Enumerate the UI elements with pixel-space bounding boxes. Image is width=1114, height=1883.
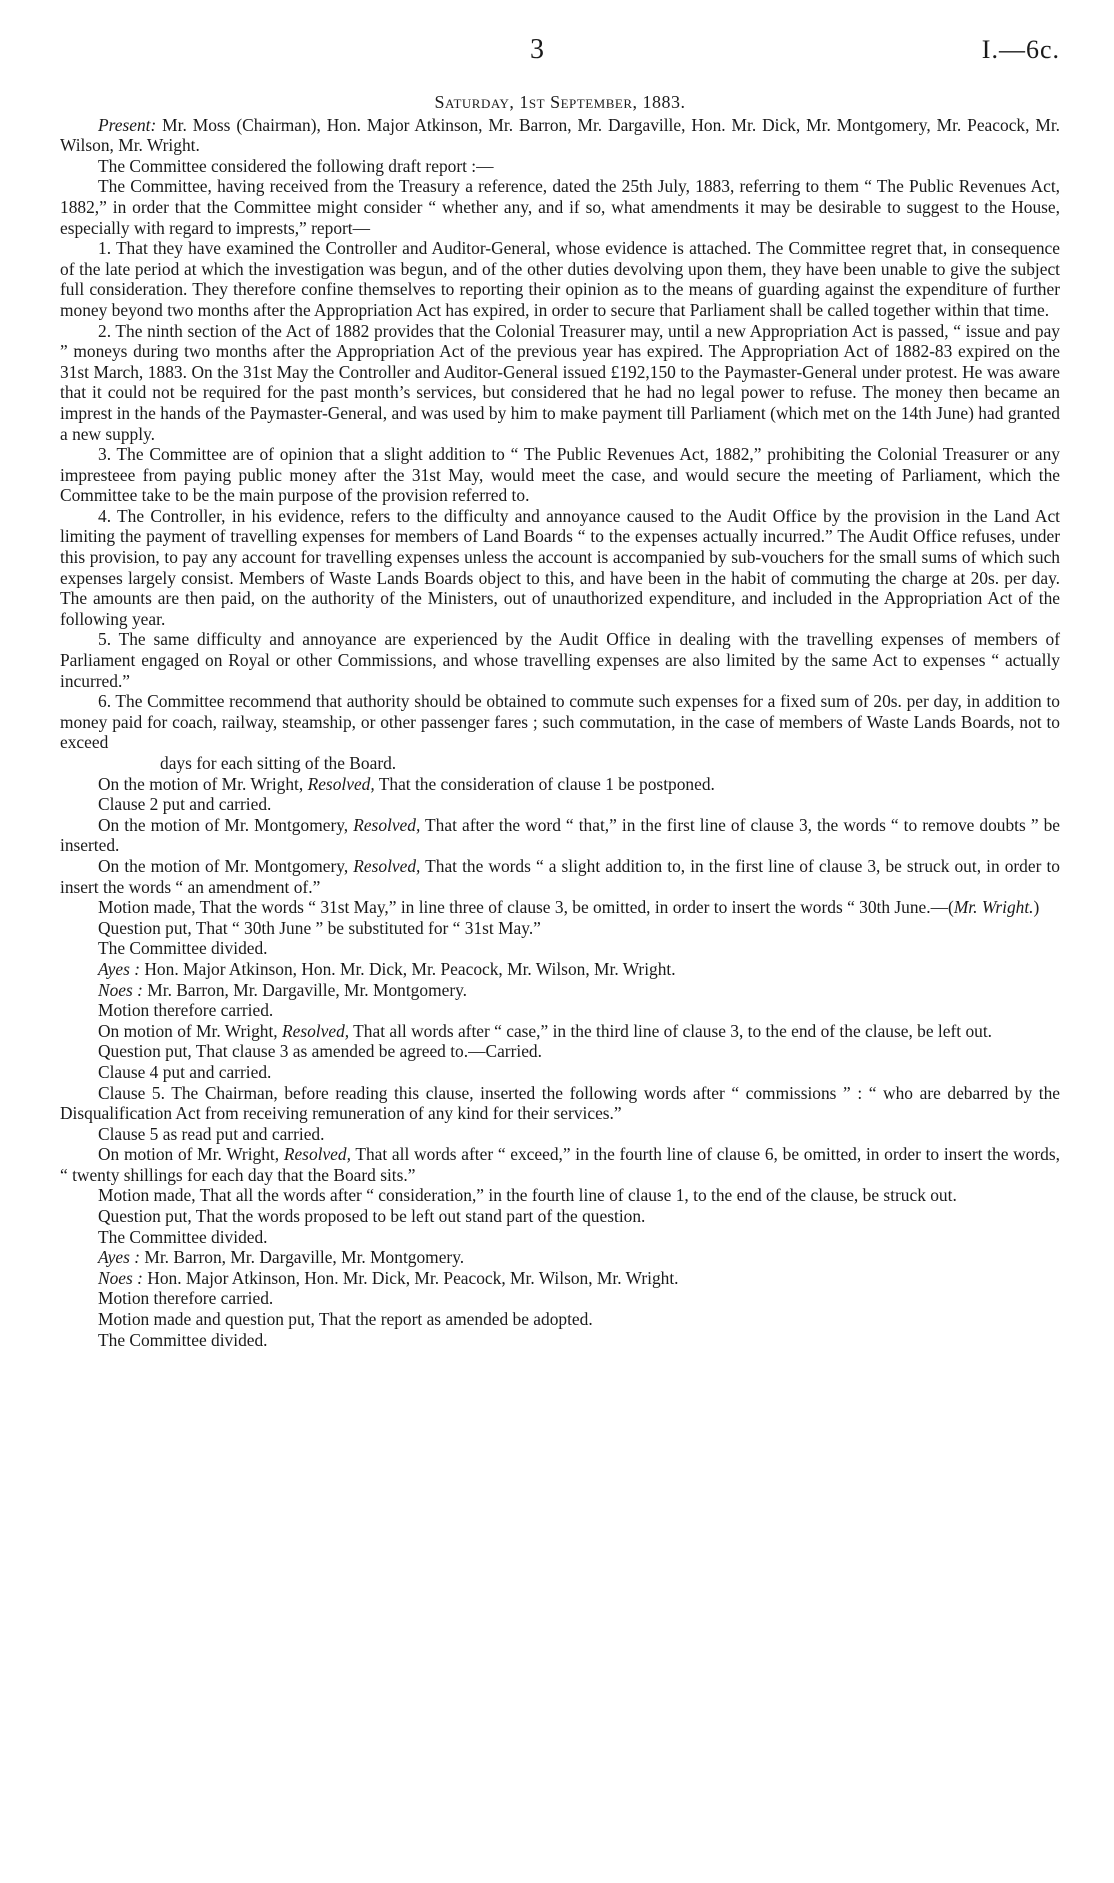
paragraph-m17: [60, 1185, 1060, 1206]
paragraph-m20: [60, 1247, 1060, 1268]
paragraph-m15: [60, 1124, 1060, 1145]
paragraph-text: Clause 4 put and carried.: [98, 1061, 272, 1082]
paragraph-m9: [60, 980, 1060, 1001]
paragraph-p-considered: [60, 156, 1060, 177]
paragraph-text: Motion therefore carried.: [98, 1000, 274, 1021]
paragraph-label: Noes :: [98, 979, 143, 1000]
paragraph-text: Hon. Major Atkinson, Hon. Mr. Dick, Mr. Peacock, Mr. Wilson, Mr. Wright.: [142, 1267, 679, 1288]
paragraph-text: Mr. Barron, Mr. Dargaville, Mr. Montgomery.: [142, 979, 468, 1000]
paragraph-clause-4: [60, 506, 1060, 630]
paragraph-emphasis: Resolved,: [353, 814, 421, 835]
paragraph-emphasis: Mr. Wright.: [953, 897, 1034, 918]
paragraph-m23: [60, 1309, 1060, 1330]
paragraph-text: Mr. Barron, Mr. Dargaville, Mr. Montgomery.: [140, 1247, 465, 1268]
paragraph-text: Motion therefore carried.: [98, 1288, 274, 1309]
paragraph-clause-2: [60, 321, 1060, 445]
paragraph-text: Clause 5. The Chairman, before reading this clause, inserted the following words after “ commissions ” : “ who are debarred by the Disqualification Act from receiving remuneration of any kind for their services.”: [60, 1082, 1060, 1124]
paragraph-clause-1: [60, 238, 1060, 320]
paragraph-text: Hon. Major Atkinson, Hon. Mr. Dick, Mr. Peacock, Mr. Wilson, Mr. Wright.: [140, 958, 676, 979]
paragraph-clause-6-end: [60, 753, 1060, 774]
paragraph-text: Clause 2 put and carried.: [98, 794, 272, 815]
paragraph-text: The Committee divided.: [98, 1329, 268, 1350]
paragraph-text: 6. The Committee recommend that authority should be obtained to commute such expenses for a fixed sum of 20s. per day, in addition to money paid for coach, railway, steamship, or other passenger fares ; such commutation, in the case of members of Waste Lands Boards, not to exceed: [60, 691, 1060, 753]
paragraph-text: Question put, That the words proposed to be left out stand part of the question.: [98, 1206, 646, 1227]
page-reference: I.—6c.: [981, 35, 1060, 64]
paragraph-text: On the motion of Mr. Montgomery,: [98, 855, 354, 876]
minutes-body: [60, 115, 1060, 1351]
paragraph-m11: [60, 1021, 1060, 1042]
paragraph-text: On motion of Mr. Wright,: [98, 1144, 284, 1165]
paragraph-m3: [60, 815, 1060, 856]
paragraph-text: 5. The same difficulty and annoyance are experienced by the Audit Office in dealing with the travelling expenses of members of Parliament engaged on Royal or other Commissions, and whose travelling expenses are also limited by the same Act to expenses “ actually incurred.”: [60, 629, 1060, 691]
paragraph-text: That the consideration of clause 1 be postponed.: [374, 773, 715, 794]
paragraph-text: That all words after “ exceed,” in the fourth line of clause 6, be omitted, in order to insert the words, “ twenty shillings for each day that the Board sits.”: [60, 1144, 1060, 1185]
paragraph-text: 4. The Controller, in his evidence, refers to the difficulty and annoyance caused to the Audit Office by the provision in the Land Act limiting the payment of travelling expenses for members of Land Boards “ to the expenses actually incurred.” The Audit Office refuses, under this provision, to pay any account for travelling expenses unless the account is accompanied by sub-vouchers for the small sums of which such expenses largely consist. Members of Waste Lands Boards object to this, and have been in the habit of commuting the charge at 20s. per day. The amounts are then paid, on the authority of the Ministers, out of unauthorized expenditure, and included in the Appropriation Act of the following year.: [60, 505, 1060, 629]
date-heading: Saturday, 1st September, 1883.: [434, 92, 686, 112]
paragraph-m2: [60, 794, 1060, 815]
paragraph-m21: [60, 1268, 1060, 1289]
paragraph-text: Mr. Moss (Chairman), Hon. Major Atkinson, Mr. Barron, Mr. Dargaville, Hon. Mr. Dick, Mr. Montgomery, Mr. Peacock, Mr. Wilson, Mr. Wright.: [60, 114, 1060, 156]
paragraph-m16: [60, 1144, 1060, 1185]
paragraph-label: Ayes :: [98, 1247, 141, 1268]
paragraph-m5: [60, 897, 1060, 918]
paragraph-m6: [60, 918, 1060, 939]
paragraph-m4: [60, 856, 1060, 897]
paragraph-m18: [60, 1206, 1060, 1227]
paragraph-m12: [60, 1041, 1060, 1062]
paragraph-m19: [60, 1227, 1060, 1248]
paragraph-text: Question put, That “ 30th June ” be substituted for “ 31st May.”: [98, 917, 541, 938]
paragraph-text: The Committee considered the following draft report :—: [98, 155, 494, 176]
paragraph-clause-6: [60, 691, 1060, 753]
paragraph-text: On motion of Mr. Wright,: [98, 1020, 282, 1041]
paragraph-emphasis: Resolved,: [307, 773, 375, 794]
paragraph-m7: [60, 938, 1060, 959]
page-header: [60, 34, 1060, 92]
paragraph-text: On the motion of Mr. Wright,: [98, 773, 308, 794]
paragraph-text: Motion made, That the words “ 31st May,” in line three of clause 3, be omitted, in order to insert the words “ 30th June.—(: [98, 897, 954, 918]
paragraph-text: That all words after “ case,” in the third line of clause 3, to the end of the clause, be left out.: [349, 1020, 993, 1041]
paragraph-text: 3. The Committee are of opinion that a slight addition to “ The Public Revenues Act, 1882,” prohibiting the Colonial Treasurer or any impresteee from paying public money after the 31st May, would meet the case, and would secure the meeting of Parliament, which the Committee take to be the main purpose of the provision referred to.: [60, 444, 1060, 506]
paragraph-m14: [60, 1083, 1060, 1124]
paragraph-emphasis: Resolved,: [282, 1020, 350, 1041]
paragraph-text: Motion made, That all the words after “ consideration,” in the fourth line of clause 1, to the end of the clause, be struck out.: [98, 1185, 957, 1206]
paragraph-p-intro: [60, 176, 1060, 238]
document-page: [60, 34, 1060, 1350]
paragraph-m24: [60, 1330, 1060, 1351]
paragraph-text: On the motion of Mr. Montgomery,: [98, 814, 354, 835]
paragraph-present: [60, 115, 1060, 156]
paragraph-text: That after the word “ that,” in the first line of clause 3, the words “ to remove doubts ” be inserted.: [60, 814, 1060, 856]
paragraph-text: 1. That they have examined the Controller and Auditor-General, whose evidence is attached. The Committee regret that, in consequence of the late period at which the investigation was begun, and of the other duties devolving upon them, they have been unable to give the subject full consideration. They therefore confine themselves to reporting their opinion as to the means of guarding against the expenditure of further money beyond two months after the Appropriation Act has expired, in order to secure that Parliament shall be called together within that time.: [60, 238, 1060, 320]
paragraph-m13: [60, 1062, 1060, 1083]
paragraph-text: days for each sitting of the Board.: [160, 753, 397, 773]
paragraph-m8: [60, 959, 1060, 980]
paragraph-m1: [60, 774, 1060, 795]
paragraph-clause-3: [60, 444, 1060, 506]
paragraph-label: Present:: [98, 114, 157, 135]
paragraph-text: The Committee divided.: [98, 1226, 268, 1247]
paragraph-text: Question put, That clause 3 as amended be agreed to.—Carried.: [98, 1041, 542, 1062]
paragraph-m10: [60, 1000, 1060, 1021]
paragraph-label: Ayes :: [98, 958, 141, 979]
paragraph-text: Motion made and question put, That the report as amended be adopted.: [98, 1309, 593, 1330]
paragraph-text: The Committee divided.: [98, 938, 268, 959]
paragraph-m22: [60, 1288, 1060, 1309]
paragraph-text: Clause 5 as read put and carried.: [98, 1123, 325, 1144]
paragraph-emphasis: Resolved,: [283, 1144, 351, 1165]
paragraph-clause-5: [60, 629, 1060, 691]
paragraph-text: 2. The ninth section of the Act of 1882 provides that the Colonial Treasurer may, until a new Appropriation Act is passed, “ issue and pay ” moneys during two months after the Appropriation Act of the previous year has expired. The Appropriation Act of 1882-83 expired on the 31st March, 1883. On the 31st May the Controller and Auditor-General issued £192,150 to the Paymaster-General under protest. He was aware that it could not be required for the past month’s services, but considered that he had no legal power to refuse. The money then became an imprest in the hands of the Paymaster-General, and was used by him to make payment till Parliament (which met on the 14th June) had granted a new supply.: [60, 320, 1060, 444]
page-number: 3: [530, 34, 544, 65]
paragraph-emphasis: Resolved,: [353, 855, 421, 876]
paragraph-text: ): [1033, 897, 1040, 918]
paragraph-label: Noes :: [98, 1267, 143, 1288]
paragraph-text: The Committee, having received from the Treasury a reference, dated the 25th July, 1883, referring to them “ The Public Revenues Act, 1882,” in order that the Committee might consider “ whether any, and if so, what amendments it may be desirable to suggest to the House, especially with regard to imprests,” report—: [60, 176, 1060, 238]
paragraph-text: That the words “ a slight addition to, in the first line of clause 3, be struck out, in order to insert the words “ an amendment of.”: [60, 855, 1060, 897]
